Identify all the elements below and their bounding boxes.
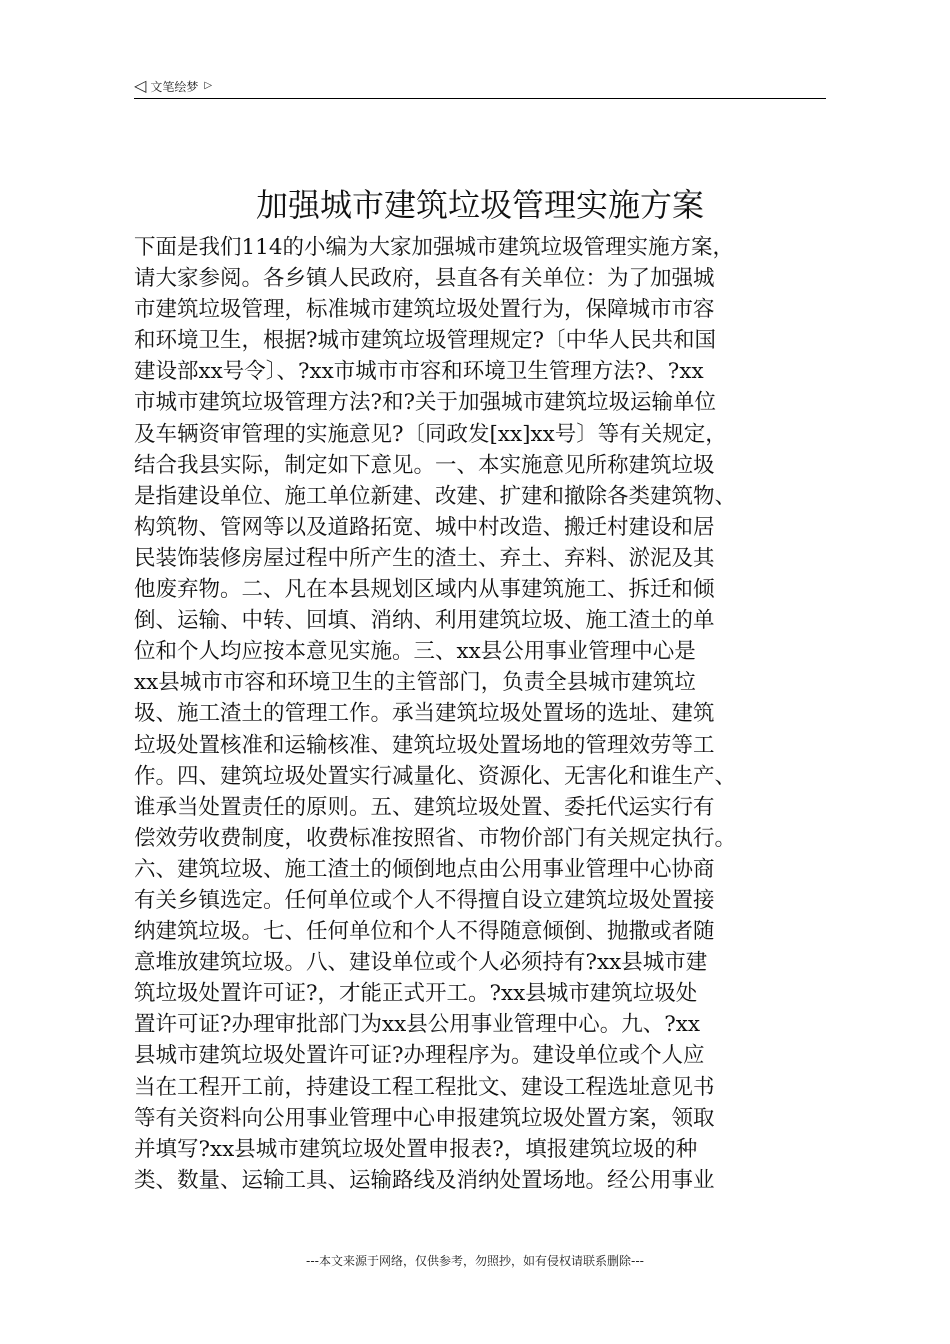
body-line: 筑垃圾处置许可证?，才能正式开工。?xx县城市建筑垃圾处 xyxy=(134,981,698,1007)
body-line: 意堆放建筑垃圾。八、建设单位或个人必须持有?xx县城市建 xyxy=(134,950,708,976)
body-line: 及车辆资审管理的实施意见?〔同政发[xx]xx号〕等有关规定， xyxy=(134,421,727,447)
body-line: 结合我县实际，制定如下意见。一、本实施意见所称建筑垃圾 xyxy=(134,452,715,478)
page-footer: ---本文来源于网络，仅供参考，勿照抄，如有侵权请联系删除--- xyxy=(306,1254,644,1268)
document-body xyxy=(134,232,834,1196)
triangle-right-icon: ▷ xyxy=(204,80,213,91)
triangle-left-icon: ◁ xyxy=(134,76,147,95)
body-line: 请大家参阅。各乡镇人民政府，县直各有关单位：为了加强城 xyxy=(134,266,715,292)
body-line: 是指建设单位、施工单位新建、改建、扩建和撤除各类建筑物、 xyxy=(134,483,737,509)
body-line: 六、建筑垃圾、施工渣土的倾倒地点由公用事业管理中心协商 xyxy=(134,856,715,882)
document-title: 加强城市建筑垃圾管理实施方案 xyxy=(255,186,704,224)
body-line: 垃圾处置核准和运输核准、建筑垃圾处置场地的管理效劳等工 xyxy=(134,732,715,758)
body-line: 置许可证?办理审批部门为xx县公用事业管理中心。九、?xx xyxy=(134,1012,701,1038)
body-line: 当在工程开工前，持建设工程工程批文、建设工程选址意见书 xyxy=(134,1074,715,1100)
header-rule xyxy=(134,98,826,99)
body-line: 圾、施工渣土的管理工作。承当建筑垃圾处置场的选址、建筑 xyxy=(134,701,715,727)
body-line: 并填写?xx县城市建筑垃圾处置申报表?，填报建筑垃圾的种 xyxy=(134,1136,698,1162)
page-header xyxy=(134,75,826,97)
body-line: 他废弃物。二、凡在本县规划区域内从事建筑施工、拆迁和倾 xyxy=(134,577,715,603)
body-line: 作。四、建筑垃圾处置实行减量化、资源化、无害化和谁生产、 xyxy=(134,763,737,789)
body-line: 民装饰装修房屋过程中所产生的渣土、弃土、弃料、淤泥及其 xyxy=(134,545,715,571)
body-line: 谁承当处置责任的原则。五、建筑垃圾处置、委托代运实行有 xyxy=(134,794,715,820)
body-line: 有关乡镇选定。任何单位或个人不得擅自设立建筑垃圾处置接 xyxy=(134,887,715,913)
body-line: 县城市建筑垃圾处置许可证?办理程序为。建设单位或个人应 xyxy=(134,1043,705,1069)
body-line: xx县城市市容和环境卫生的主管部门，负责全县城市建筑垃 xyxy=(134,670,696,696)
header-brand: 文笔绘梦 xyxy=(150,79,199,94)
body-line: 市建筑垃圾管理，标准城市建筑垃圾处置行为，保障城市市容 xyxy=(134,297,715,323)
body-line: 位和个人均应按本意见实施。三、xx县公用事业管理中心是 xyxy=(134,639,696,665)
body-line: 倒、运输、中转、回填、消纳、利用建筑垃圾、施工渣土的单 xyxy=(134,608,715,634)
body-line: 下面是我们114的小编为大家加强城市建筑垃圾管理实施方案， xyxy=(134,235,735,260)
body-line: 建设部xx号令〕、?xx市城市市容和环境卫生管理方法?、?xx xyxy=(134,359,704,385)
body-line: 市城市建筑垃圾管理方法?和?关于加强城市建筑垃圾运输单位 xyxy=(134,390,717,416)
body-line: 构筑物、管网等以及道路拓宽、城中村改造、搬迁村建设和居 xyxy=(134,514,715,540)
body-line: 纳建筑垃圾。七、任何单位和个人不得随意倾倒、抛撒或者随 xyxy=(134,919,715,945)
body-line: 等有关资料向公用事业管理中心申报建筑垃圾处置方案，领取 xyxy=(134,1105,715,1131)
body-line: 和环境卫生，根据?城市建筑垃圾管理规定?〔中华人民共和国 xyxy=(134,328,717,354)
body-line: 偿效劳收费制度，收费标准按照省、市物价部门有关规定执行。 xyxy=(134,825,737,851)
body-line: 类、数量、运输工具、运输路线及消纳处置场地。经公用事业 xyxy=(134,1167,715,1193)
